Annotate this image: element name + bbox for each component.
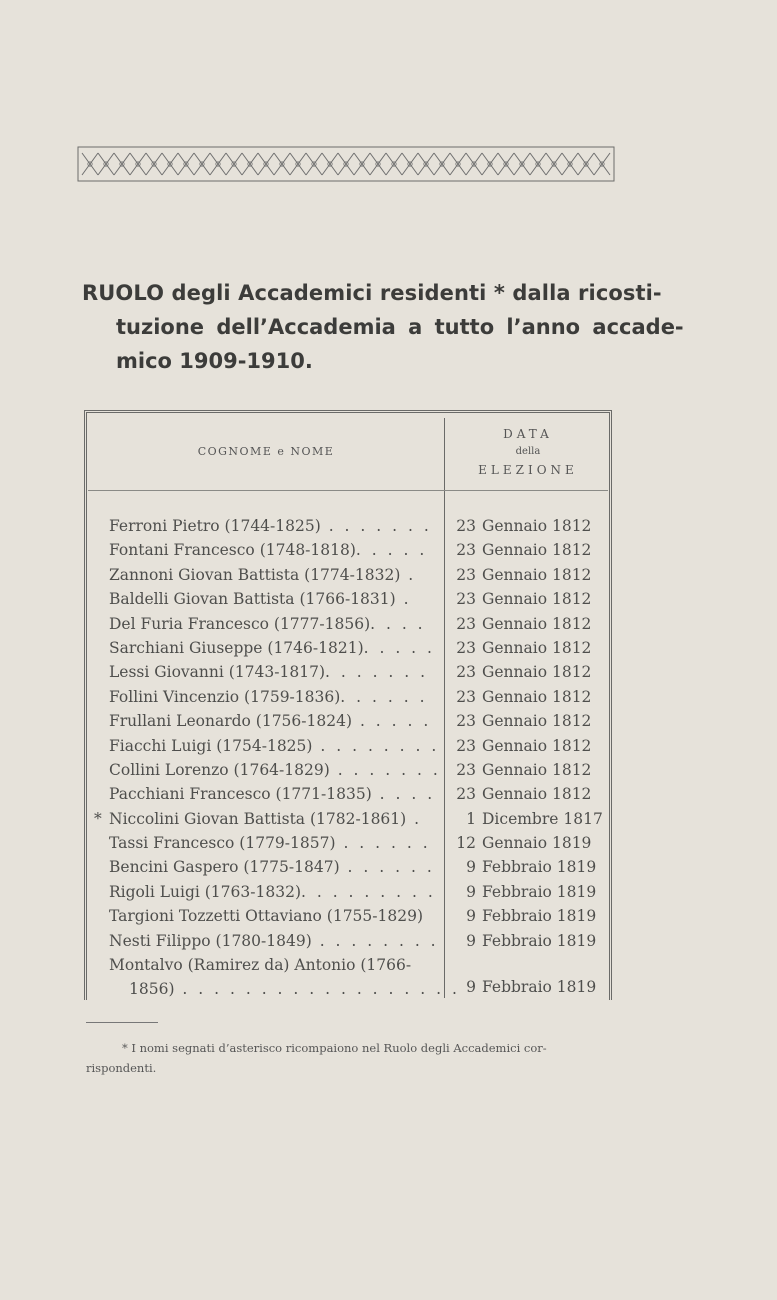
member-name-cell <box>109 587 437 611</box>
election-date-cell <box>448 660 600 684</box>
leader-dots: . . . . . . <box>335 834 431 853</box>
member-name: Ferroni Pietro (1744-1825) <box>109 517 321 535</box>
ornament-motif <box>562 153 578 175</box>
title-line-3: mico 1909-1910. <box>116 349 313 373</box>
leader-dots: . . . . . . . . . . . . . . . . . . <box>174 980 460 999</box>
ornament-motif <box>274 153 290 175</box>
election-day: 23 <box>456 687 476 706</box>
member-name: Collini Lorenzo (1764-1829) <box>109 760 330 779</box>
table-row <box>0 514 777 538</box>
member-name: Targioni Tozzetti Ottaviano (1755-1829) <box>109 907 424 926</box>
election-day: 9 <box>466 931 476 950</box>
election-date-cell <box>448 831 600 855</box>
table-row <box>0 538 777 562</box>
member-list <box>0 514 777 1001</box>
footnote-rule <box>86 1022 158 1023</box>
member-name-cell <box>109 855 437 879</box>
table-row <box>0 831 777 855</box>
decorative-ornament-band <box>78 147 614 181</box>
election-day: 23 <box>456 590 476 609</box>
election-day: 23 <box>456 760 476 779</box>
member-name-cell <box>109 563 437 587</box>
table-row <box>0 734 777 758</box>
election-month-year: Gennaio 1812 <box>482 614 592 633</box>
election-day: 9 <box>466 978 476 997</box>
election-month-year: Gennaio 1812 <box>482 785 592 804</box>
leader-dots: . . . . <box>371 785 436 804</box>
election-month-year: Gennaio 1812 <box>482 517 592 535</box>
leader-dots: . . . . . . <box>339 858 435 877</box>
member-name-cell <box>109 953 460 1001</box>
member-name-cell <box>109 782 437 806</box>
table-row <box>0 807 777 831</box>
election-day: 23 <box>456 614 476 633</box>
footnote <box>86 1038 616 1078</box>
leader-dots: . <box>395 590 412 609</box>
election-date-cell <box>448 563 600 587</box>
election-month-year: Gennaio 1812 <box>482 687 592 706</box>
header-date-line-1: DATA <box>503 427 553 441</box>
member-name-cell <box>109 880 437 904</box>
ornament-motif <box>578 153 594 175</box>
member-name-cell <box>94 807 437 831</box>
ornament-motif <box>146 153 162 175</box>
ornament-motif <box>242 153 258 175</box>
election-date-cell <box>448 929 600 953</box>
election-date-cell <box>448 636 600 660</box>
ornament-motif <box>546 153 562 175</box>
election-date-cell <box>448 975 600 999</box>
member-name-continuation: 1856) <box>129 980 175 999</box>
member-name-line-2 <box>109 977 460 1001</box>
election-date-cell <box>448 685 600 709</box>
member-name: Rigoli Luigi (1763-1832) <box>109 882 301 901</box>
column-header-name: COGNOME e NOME <box>197 445 335 458</box>
header-date-line-3: ELEZIONE <box>478 463 578 477</box>
election-day: 23 <box>456 785 476 804</box>
column-header-date <box>446 425 610 479</box>
member-name: Lessi Giovanni (1743-1817) <box>109 663 326 682</box>
election-date-cell <box>448 904 600 928</box>
member-name: Baldelli Giovan Battista (1766-1831) <box>109 590 396 609</box>
ornament-motif <box>290 153 306 175</box>
ornament-motif <box>498 153 514 175</box>
election-date-cell <box>448 612 600 636</box>
member-name: Fontani Francesco (1748-1818) <box>109 541 356 560</box>
ornament-motif <box>434 153 450 175</box>
table-row <box>0 587 777 611</box>
table-row <box>0 660 777 684</box>
election-day: 23 <box>456 712 476 731</box>
ornament-motif <box>82 153 98 175</box>
election-day: 23 <box>456 565 476 584</box>
leader-dots: . . . . . . <box>340 687 428 706</box>
election-month-year: Dicembre 1817 <box>482 809 603 828</box>
ornament-motif <box>194 153 210 175</box>
table-row <box>0 855 777 879</box>
ornament-motif <box>482 153 498 175</box>
election-day: 9 <box>466 858 476 877</box>
election-month-year: Gennaio 1812 <box>482 541 592 560</box>
member-name-cell <box>109 514 437 538</box>
member-name-cell <box>109 904 437 928</box>
member-name: Tassi Francesco (1779-1857) <box>109 834 336 853</box>
election-date-cell <box>448 782 600 806</box>
election-day: 23 <box>456 638 476 657</box>
member-name-cell <box>109 929 437 953</box>
election-month-year: Gennaio 1812 <box>482 565 592 584</box>
table-row <box>0 929 777 953</box>
election-date-cell <box>448 514 600 538</box>
election-month-year: Febbraio 1819 <box>482 858 597 877</box>
leader-dots: . . . . . <box>352 712 432 731</box>
ornament-motif <box>258 153 274 175</box>
election-day: 23 <box>456 541 476 560</box>
table-row <box>0 880 777 904</box>
leader-dots: . . . . . . . <box>329 760 441 779</box>
member-name-cell <box>109 538 437 562</box>
election-date-cell <box>448 880 600 904</box>
member-name-cell <box>109 636 437 660</box>
election-month-year: Febbraio 1819 <box>482 882 597 901</box>
ornament-motif <box>370 153 386 175</box>
ornament-motif <box>226 153 242 175</box>
ornament-motif <box>450 153 466 175</box>
leader-dots: . . . . . <box>355 541 428 560</box>
member-name: Del Furia Francesco (1777-1856) <box>109 614 371 633</box>
table-row <box>0 758 777 782</box>
table-row <box>0 612 777 636</box>
leader-dots: . <box>400 565 417 584</box>
election-month-year: Febbraio 1819 <box>482 978 597 997</box>
title-line-2: tuzione dell’Accademia a tutto l’anno accade- <box>116 315 684 339</box>
election-month-year: Febbraio 1819 <box>482 931 597 950</box>
election-month-year: Gennaio 1819 <box>482 834 592 853</box>
member-name-cell <box>109 660 437 684</box>
ornament-motif <box>594 153 610 175</box>
table-row <box>0 953 777 1001</box>
header-rule <box>88 490 608 491</box>
ornament-motif <box>306 153 322 175</box>
election-month-year: Gennaio 1812 <box>482 712 592 731</box>
election-day: 9 <box>466 907 476 926</box>
leader-dots: . . . . . <box>363 638 435 657</box>
asterisk-mark: * <box>94 809 102 828</box>
election-date-cell <box>448 587 600 611</box>
footnote-line-1: * I nomi segnati d’asterisco ricompaiono nel Ruolo degli Accademici cor- <box>122 1041 547 1055</box>
ornament-motif <box>178 153 194 175</box>
leader-dots: . . . . . . . . <box>311 931 439 950</box>
member-name: Niccolini Giovan Battista (1782-1861) <box>109 809 407 828</box>
table-row <box>0 709 777 733</box>
election-date-cell <box>448 855 600 879</box>
table-row <box>0 563 777 587</box>
election-day: 9 <box>466 882 476 901</box>
title-line-1: RUOLO degli Accademici residenti * dalla ricosti- <box>82 281 662 305</box>
election-date-cell <box>448 538 600 562</box>
member-name: Zannoni Giovan Battista (1774-1832) <box>109 565 401 584</box>
member-name-cell <box>109 831 437 855</box>
leader-dots: . . . . <box>370 614 426 633</box>
ornament-motif <box>354 153 370 175</box>
footnote-line-2: rispondenti. <box>86 1061 157 1075</box>
header-date-line-2: della <box>515 446 541 457</box>
leader-dots: . . . . . . . . . <box>301 882 436 901</box>
ornament-motif <box>114 153 130 175</box>
ornament-motif <box>162 153 178 175</box>
ornament-motif <box>530 153 546 175</box>
member-name: Frullani Leonardo (1756-1824) <box>109 712 353 731</box>
election-month-year: Gennaio 1812 <box>482 736 592 755</box>
page-title <box>82 276 684 378</box>
ornament-motif <box>514 153 530 175</box>
table-row <box>0 782 777 806</box>
member-name: Follini Vincenzio (1759-1836) <box>109 687 341 706</box>
election-date-cell <box>448 758 600 782</box>
member-name: Fiacchi Luigi (1754-1825) <box>109 736 313 755</box>
election-month-year: Gennaio 1812 <box>482 590 592 609</box>
member-name-cell <box>109 685 437 709</box>
ornament-motif <box>98 153 114 175</box>
ornament-motif <box>210 153 226 175</box>
ornament-motif <box>402 153 418 175</box>
ornament-motif <box>418 153 434 175</box>
member-name-cell <box>109 709 437 733</box>
member-name-cell <box>109 734 440 758</box>
member-name: Nesti Filippo (1780-1849) <box>109 931 312 950</box>
member-name-line-1: Montalvo (Ramirez da) Antonio (1766- <box>109 956 412 975</box>
election-day: 23 <box>456 517 476 535</box>
ornament-motif <box>386 153 402 175</box>
leader-dots: . . . . . . . . <box>312 736 440 755</box>
election-day: 23 <box>456 663 476 682</box>
election-month-year: Gennaio 1812 <box>482 663 592 682</box>
member-name-cell <box>109 612 437 636</box>
member-name: Pacchiani Francesco (1771-1835) <box>109 785 372 804</box>
ornament-motif <box>466 153 482 175</box>
election-day: 12 <box>456 834 476 853</box>
election-month-year: Gennaio 1812 <box>482 760 592 779</box>
election-month-year: Gennaio 1812 <box>482 638 592 657</box>
election-day: 23 <box>456 736 476 755</box>
ornament-motif <box>338 153 354 175</box>
member-name-cell <box>109 758 441 782</box>
table-row <box>0 904 777 928</box>
ornament-motif <box>322 153 338 175</box>
ornament-motif <box>130 153 146 175</box>
leader-dots: . <box>406 809 423 828</box>
election-date-cell <box>448 807 603 831</box>
leader-dots: . . . . . . . <box>325 663 429 682</box>
election-date-cell <box>448 709 600 733</box>
member-name: Sarchiani Giuseppe (1746-1821) <box>109 638 364 657</box>
table-row <box>0 636 777 660</box>
table-row <box>0 685 777 709</box>
election-day: 1 <box>466 809 476 828</box>
election-date-cell <box>448 734 600 758</box>
member-name: Bencini Gaspero (1775-1847) <box>109 858 340 877</box>
election-month-year: Febbraio 1819 <box>482 907 597 926</box>
leader-dots: . . . . . . . <box>320 517 432 535</box>
